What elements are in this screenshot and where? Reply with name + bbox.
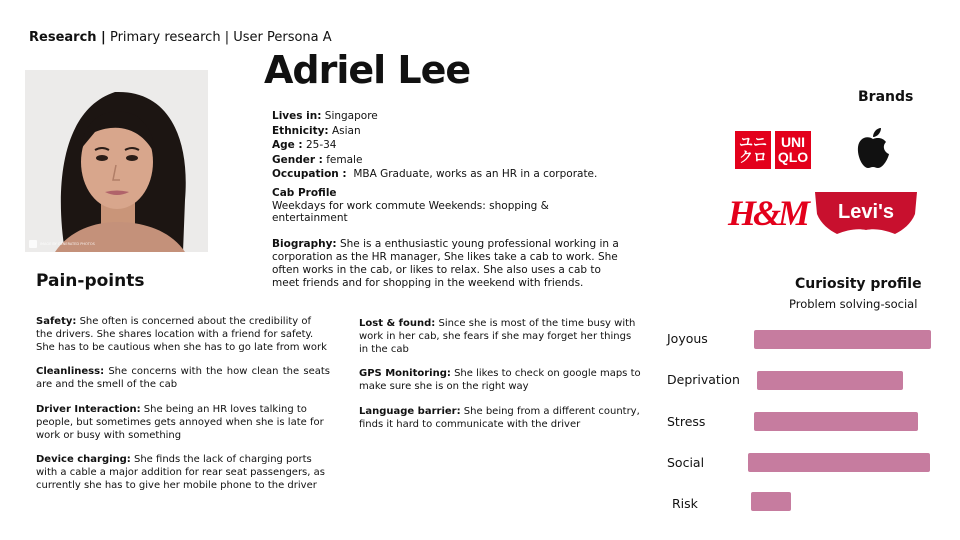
fact-label: Gender :	[272, 153, 323, 166]
fact-label: Lives in:	[272, 110, 322, 122]
pain-point-text: She often is concerned about the credibility of the drivers. She shares location with a friend for safety. She has to be cautious when she has to go late from work	[36, 316, 327, 353]
breadcrumb-section: Research |	[29, 30, 106, 45]
pain-point-lost-found	[359, 318, 641, 356]
fact-value: female	[326, 153, 363, 166]
breadcrumb	[29, 30, 332, 45]
persona-name: Adriel Lee	[264, 48, 471, 92]
pain-point-text: She likes to check on google maps to make sure she is on the right way	[359, 368, 641, 393]
trait-bar-stress	[754, 412, 918, 431]
pain-point-text: She finds the lack of charging ports with a cable a major addition for rear seat passengers, as currently she has to give her mobile phone to the driver	[36, 454, 325, 491]
pain-point-text: She concerns with the how clean the seats are and the smell of the cab	[36, 366, 330, 391]
pain-point-label: Cleanliness:	[36, 366, 105, 378]
pain-point-driver-interaction	[36, 404, 330, 442]
pain-points-title: Pain-points	[36, 271, 145, 291]
uniqlo-text: クロ	[739, 149, 767, 165]
fact-occupation	[272, 167, 622, 182]
curiosity-subtitle: Problem solving-social	[789, 297, 918, 311]
portrait-illustration	[25, 70, 208, 252]
pain-point-label: GPS Monitoring:	[359, 368, 451, 380]
levis-logo	[815, 190, 917, 240]
uniqlo-text: ユニ	[739, 134, 767, 150]
watermark-text: IMAGE BY GENERATED PHOTOS	[40, 242, 95, 246]
trait-bar-deprivation	[757, 371, 903, 390]
apple-logo	[855, 127, 891, 175]
fact-label: Occupation :	[272, 168, 347, 181]
trait-bar-social	[748, 453, 930, 472]
photo-watermark	[29, 240, 95, 248]
fact-label: Age :	[272, 139, 303, 152]
pain-point-label: Safety:	[36, 316, 77, 327]
biography	[272, 238, 627, 290]
pain-point-gps	[359, 368, 641, 394]
uniqlo-text: QLO	[777, 149, 809, 165]
biography-text: She is a enthusiastic young professional working in a corporation as the HR manager, She likes take a cab to work. She often works in the cab, or likes to relax. She also uses a cab to meet friends and for shopping in the weekend with friends.	[272, 238, 619, 289]
pain-points-column-left	[36, 316, 330, 505]
brands-title: Brands	[858, 89, 914, 105]
trait-label-stress: Stress	[667, 414, 706, 429]
pain-point-label: Device charging:	[36, 454, 131, 466]
apple-icon	[855, 127, 891, 171]
trait-label-risk: Risk	[672, 496, 698, 511]
fact-gender	[272, 153, 622, 168]
fact-value: Singapore	[324, 110, 378, 122]
fact-label: Ethnicity:	[272, 124, 329, 137]
cab-profile-value: Weekdays for work commute Weekends: shopping & entertainment	[272, 199, 549, 224]
pain-point-text: She being from a different country, finds it hard to communicate with the driver	[359, 405, 640, 430]
curiosity-title: Curiosity profile	[795, 276, 922, 292]
pain-point-text: Since she is most of the time busy with work in her cab, she fears if she may forget her things in the cab	[359, 318, 636, 355]
fact-ethnicity	[272, 124, 622, 139]
pain-point-label: Lost & found:	[359, 318, 436, 329]
trait-label-joyous: Joyous	[667, 331, 708, 346]
cab-profile	[272, 187, 572, 225]
fact-lives-in	[272, 109, 622, 124]
biography-label: Biography:	[272, 238, 337, 250]
pain-points-column-right	[359, 318, 641, 444]
fact-age	[272, 138, 622, 153]
uniqlo-latin-box	[775, 131, 811, 169]
trait-bar-risk	[751, 492, 791, 511]
uniqlo-text: UNI	[780, 134, 806, 150]
fact-value: 25-34	[305, 139, 337, 152]
fact-value: MBA Graduate, works as an HR in a corporate.	[353, 168, 598, 181]
cab-profile-label: Cab Profile	[272, 187, 337, 199]
pain-point-language	[359, 406, 641, 432]
levis-batwing-icon	[815, 190, 917, 236]
persona-photo	[25, 70, 208, 252]
pain-point-label: Driver Interaction:	[36, 403, 141, 415]
pain-point-label: Language barrier:	[359, 405, 461, 417]
uniqlo-logo	[735, 131, 811, 169]
trait-label-social: Social	[667, 455, 705, 470]
pain-point-cleanliness	[36, 366, 330, 392]
pain-point-safety	[36, 316, 330, 354]
persona-facts	[272, 109, 622, 182]
trait-bar-joyous	[754, 330, 931, 349]
uniqlo-katakana-box	[735, 131, 771, 169]
fact-value: Asian	[331, 124, 361, 137]
trait-label-deprivation: Deprivation	[667, 372, 740, 387]
generated-photos-icon	[29, 240, 37, 248]
hm-logo: H&M	[728, 193, 808, 233]
pain-point-text: She being an HR loves talking to people, but sometimes gets annoyed when she is late for work or busy with something	[36, 403, 324, 441]
levis-wordmark: Levi's	[838, 201, 894, 223]
pain-point-device-charging	[36, 454, 330, 492]
breadcrumb-rest: Primary research | User Persona A	[109, 30, 332, 45]
